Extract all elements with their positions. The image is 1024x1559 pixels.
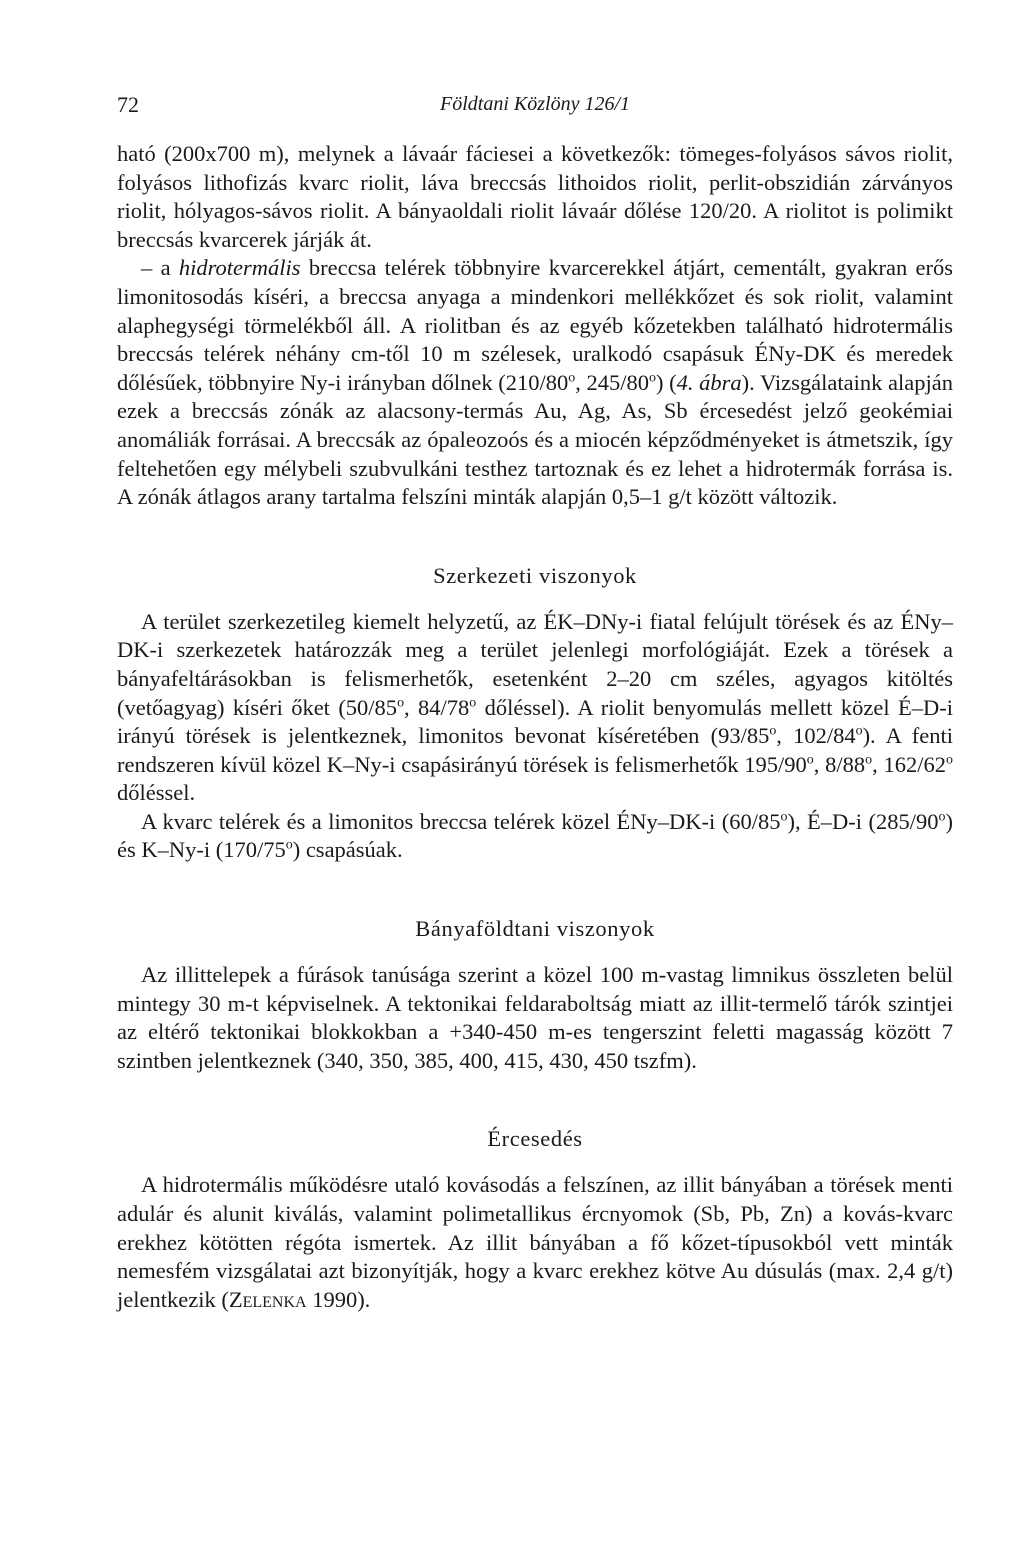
degree-sign: o	[780, 809, 788, 825]
degree-sign: o	[568, 370, 576, 386]
author-citation: Zelenka	[228, 1286, 307, 1312]
text-column	[117, 140, 953, 1314]
spacer	[117, 512, 953, 562]
paragraph-lava-facies: ható (200x700 m), melynek a lávaár fáciesei a következők: tömeges-folyásos sávos riolit, folyásos lithofizás kvarc riolit, láva breccsás lithoidos riolit, perlit-obszidián zárványos riolit, hólyagos-sávos riolit. A bányaoldali riolit lávaár dőlése 120/20. A riolitot is polimikt breccsás kvarcerek járják át.	[117, 141, 953, 252]
degree-sign: o	[397, 694, 405, 710]
paragraph-structure-2: A kvarc telérek és a limonitos breccsa telérek közel ÉNy–DK-i (60/85$^o$), É–D-i (285/90$^o$) és K–Ny-i (170/75$^o$) csapásúak.	[117, 808, 953, 863]
degree-sign: o	[769, 723, 777, 739]
spacer	[117, 590, 953, 608]
degree-sign: o	[806, 752, 814, 768]
degree-sign: o	[285, 837, 293, 853]
paragraph-mining: Az illittelepek a fúrások tanúsága szerint a közel 100 m-vastag limnikus összleten belül mintegy 30 m-t képviselnek. A tektonikai feldaraboltság miatt az illit-termelő tárók szintjei az eltérő tektonikai blokkokban a +340-450 m-es tengerszint feletti magasság között 7 szintben jelentkeznek (340, 350, 385, 400, 415, 430, 450 tszfm).	[117, 962, 953, 1073]
spacer	[117, 1153, 953, 1171]
degree-sign: o	[946, 752, 953, 768]
degree-sign: o	[649, 370, 656, 386]
heading-szerkezeti-viszonyok: Szerkezeti viszonyok	[433, 562, 637, 588]
term-hidrotermalis: hidrotermális	[178, 255, 301, 281]
paragraph-structure-1: A terület szerkezetileg kiemelt helyzetű, az ÉK–DNy-i fiatal felújult törések és az ÉNy–DK-i szerkezetek határozzák meg a terület jelenlegi morfológiáját. Ezek a törések a bányafeltárásokban is felismerhetők, esetenként 2–20 cm széles, agyagos kitöltés (vetőagyag) kíséri őket (50/85$^o$, 84/78$^o$ dőléssel). A riolit benyomulás mellett közel É–D-i irányú törések is jelentkeznek, limonitos bevonat kíséretében (93/85$^o$, 102/84$^o$). A fenti rendszeren kívül közel K–Ny-i csapásirányú törések is felismerhetők 195/90$^o$, 8/88$^o$, 162/62$^o$ dőléssel.	[117, 608, 953, 806]
heading-ercesedes: Ércesedés	[487, 1126, 583, 1152]
page-number: 72	[117, 92, 139, 117]
running-head	[117, 92, 953, 124]
journal-title: Földtani Közlöny 126/1	[440, 93, 630, 115]
degree-sign: o	[865, 752, 873, 768]
spacer	[117, 865, 953, 915]
paragraph-mineralization: A hidrotermális működésre utaló kovásodás a felszínen, az illit bányában a törések menti adulár és alunit kiválás, valamint polimetallikus ércnyomok (Sb, Pb, Zn) a kovás-kvarc erekhez kötötten régóta ismertek. Az illit bányában a fő kőzet-típusokból vett minták nemesfém vizsgálatai azt bizonyítják, hogy a kvarc erekhez kötve Au dúsulás (max. 2,4 g/t) jelentkezik (Zelenka 1990).	[117, 1172, 953, 1312]
figure-reference: 4. ábra	[676, 369, 742, 395]
degree-sign: o	[938, 809, 946, 825]
heading-banyafoldtani-viszonyok: Bányaföldtani viszonyok	[415, 916, 655, 942]
paragraph-hydrothermal-breccia: – a hidrotermális breccsa telérek többnyire kvarcerekkel átjárt, cementált, gyakran erős limonitosodás kíséri, a breccsa anyaga a mindenkori mellékkőzet és sok riolit, valamint alaphegységi törmelékből áll. A riolitban és az egyéb kőzetekben található hidrotermális breccsás telérek néhány cm-től 10 m szélesek, uralkodó csapásuk ÉNy-DK és meredek dőlésűek, többnyire Ny-i irányban dőlnek (210/80$^o$, 245/80$^o$) (4. ábra). Vizsgálataink alapján ezek a breccsás zónák az alacsony-termás Au, Ag, As, Sb ércesedést jelző geokémiai anomáliák forrásai. A breccsák az ópaleozoós és a miocén képződményeket is átmetszik, így feltehetően egy mélybeli szubvulkáni testhez tartoznak és ez lehet a hidrotermák forrása is. A zónák átlagos arany tartalma felszíni minták alapján 0,5–1 g/t között változik.	[117, 255, 953, 510]
spacer	[117, 1075, 953, 1125]
spacer	[117, 943, 953, 961]
degree-sign: o	[855, 723, 863, 739]
degree-sign: o	[469, 694, 477, 710]
